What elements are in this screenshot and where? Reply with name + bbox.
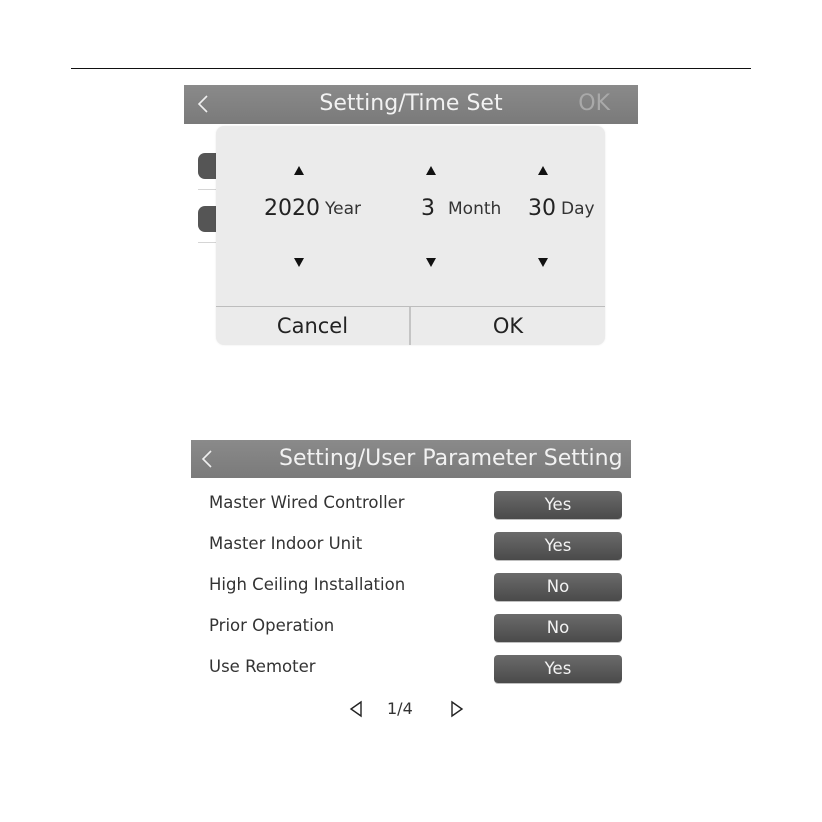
next-page-triangle-icon[interactable]: [450, 698, 464, 720]
header-ok-button[interactable]: OK: [578, 91, 610, 116]
calendar-icon: [198, 153, 218, 179]
year-down-arrow-icon[interactable]: [294, 258, 304, 267]
day-down-arrow-icon[interactable]: [538, 258, 548, 267]
date-picker-dialog: [216, 126, 605, 345]
day-unit-label: Day: [561, 199, 595, 219]
time-set-screen: [184, 85, 638, 347]
ok-button[interactable]: OK: [492, 314, 524, 338]
page-title: Setting/Time Set: [319, 91, 503, 116]
day-up-arrow-icon[interactable]: [538, 166, 548, 175]
param-toggle-use-remoter[interactable]: Yes: [494, 655, 622, 683]
year-up-arrow-icon[interactable]: [294, 166, 304, 175]
prev-page-triangle-icon[interactable]: [349, 698, 363, 720]
param-label-use-remoter: Use Remoter: [209, 657, 316, 676]
month-up-arrow-icon[interactable]: [426, 166, 436, 175]
user-parameter-header: [191, 440, 631, 478]
page-indicator: 1/4: [387, 699, 413, 718]
page-title: Setting/User Parameter Setting: [279, 446, 623, 471]
param-toggle-high-ceiling-installation[interactable]: No: [494, 573, 622, 601]
year-value: 2020: [264, 196, 320, 221]
year-unit-label: Year: [325, 199, 361, 219]
param-label-high-ceiling-installation: High Ceiling Installation: [209, 575, 406, 594]
param-label-prior-operation: Prior Operation: [209, 616, 335, 635]
cancel-button[interactable]: Cancel: [276, 314, 349, 338]
month-down-arrow-icon[interactable]: [426, 258, 436, 267]
param-toggle-master-wired-controller[interactable]: Yes: [494, 491, 622, 519]
back-chevron-icon[interactable]: [200, 448, 214, 474]
month-value: 3: [421, 196, 435, 221]
month-unit-label: Month: [448, 199, 502, 219]
user-parameter-screen: [191, 440, 631, 740]
param-label-master-indoor-unit: Master Indoor Unit: [209, 534, 363, 553]
param-toggle-prior-operation[interactable]: No: [494, 614, 622, 642]
day-value: 30: [528, 196, 556, 221]
time-set-header: [184, 85, 638, 124]
param-toggle-master-indoor-unit[interactable]: Yes: [494, 532, 622, 560]
param-label-master-wired-controller: Master Wired Controller: [209, 493, 405, 512]
clock-icon: [198, 206, 218, 232]
page-rule: [71, 68, 751, 69]
